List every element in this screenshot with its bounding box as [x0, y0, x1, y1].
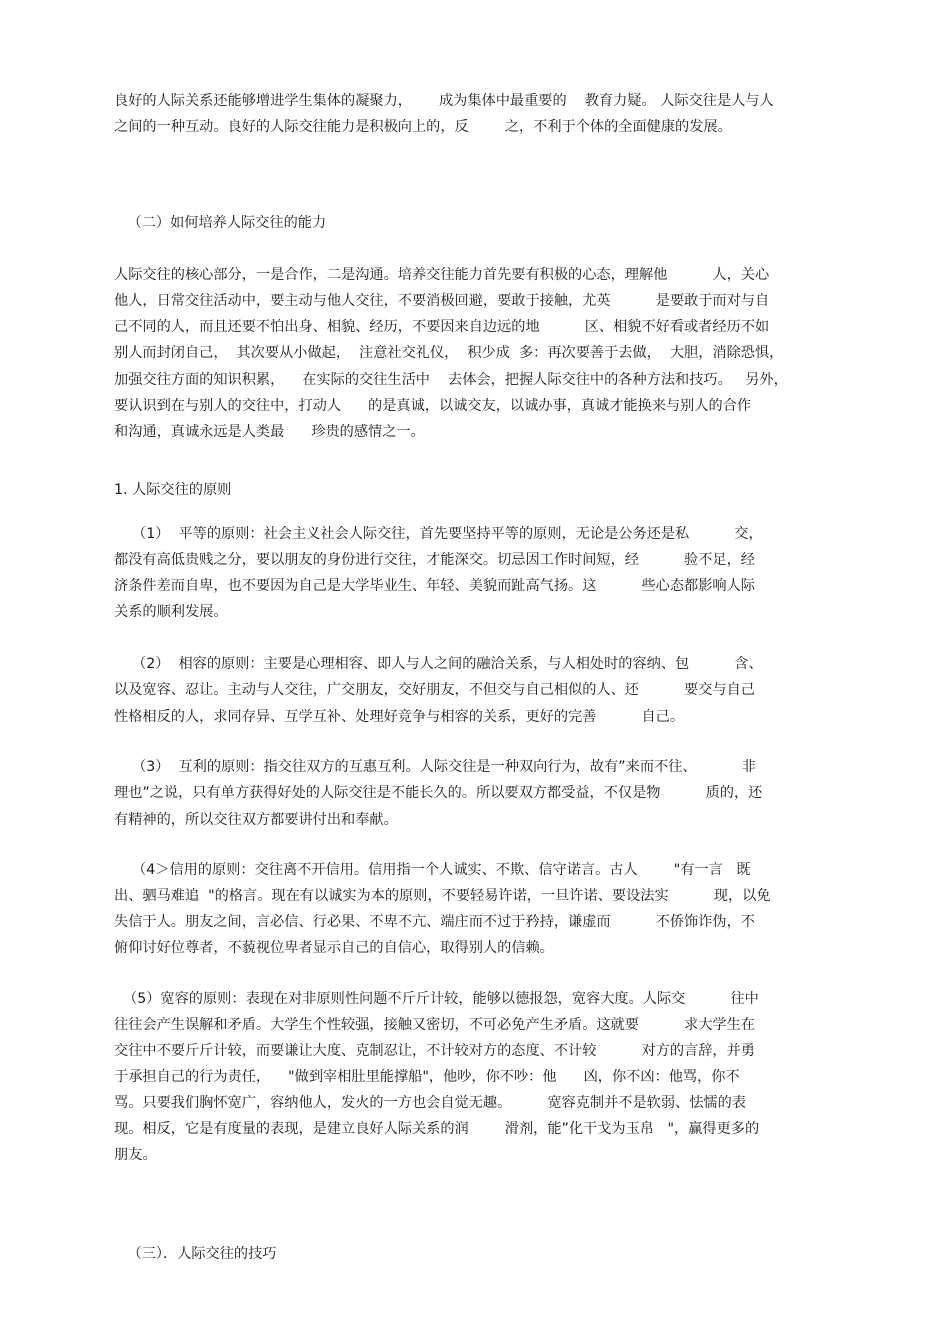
text-line: 俯仰讨好位尊者，不藐视位卑者显示自己的自信心，取得别人的信赖。 — [114, 940, 554, 956]
text-line: 性格相反的人，求同存异、互学互补、处理好竞争与相容的关系，更好的完善 自己。 — [114, 709, 685, 725]
text-line: 失信于人。朋友之间，言必信、行必果、不卑不亢、端庄而不过于矜持，谦虚而 不侨饰诈伪，不 — [114, 914, 755, 930]
text-line: 有精神的，所以交往双方都要讲付出和奉献。 — [114, 812, 398, 828]
text-line: 己不同的人，而且还要不怕出身、相貌、经历，不要因来自边远的地 区、相貌不好看或者经历不如 — [114, 319, 770, 335]
text-line: （3） 互利的原则：指交往双方的互惠互利。人际交往是一种双向行为，故有”来而不往、 非 — [114, 759, 756, 775]
text-line: 别人而封闭自己， 其次要从小做起， 注意社交礼仪， 积少成 多：再次要善于去做， 大胆，消除恐惧， — [114, 345, 784, 361]
text-line: 加强交往方面的知识积累， 在实际的交往生活中 去体会，把握人际交往中的各种方法和技巧。 另外， — [114, 372, 788, 388]
text-line: 要认识到在与别人的交往中，打动人 的是真诚，以诚交友，以诚办事，真诚才能换来与别人的合作 — [114, 398, 752, 414]
text-line: 良好的人际关系还能够增进学生集体的凝聚力， 成为集体中最重要的 教育力疑。 人际交往是人与人 — [114, 93, 774, 109]
text-line: （2） 相容的原则：主要是心理相容、即人与人之间的融洽关系，与人相处时的容纳、包 含、 — [114, 656, 763, 672]
text-line: 他人，日常交往活动中，要主动与他人交往，不要消极回避，要敢于接触，尤英 是要敢于而对与自 — [114, 293, 770, 309]
text-line: 都没有高低贵贱之分，要以朋友的身份进行交往，才能深交。切忌因工作时间短，经 验不足，经 — [114, 552, 755, 568]
text-line: 往往会产生误解和矛盾。大学生个性较强，接触又密切，不可必免产生矛盾。这就要 求大学生在 — [114, 1017, 755, 1033]
text-line: 以及宽容、忍让。主动与人交往，广交朋友，交好朋友，不但交与自己相似的人、还 要交与自己 — [114, 682, 755, 698]
text-line: 现。相反，它是有度量的表现，是建立良好人际关系的润 滑剂，能”化干戈为玉帛 "，赢得更多的 — [114, 1121, 760, 1137]
text-line: 济条件差而自卑，也不要因为自己是大学毕业生、年轻、美貌而趾高气扬。这 些心态都影响人际 — [114, 578, 755, 594]
text-line: 人际交往的核心部分，一是合作，二是沟通。培养交往能力首先要有积极的心态，理解他 人，关心 — [114, 267, 770, 283]
text-line: 关系的顺利发展。 — [114, 604, 228, 620]
text-line: 和沟通，真诚永远是人类最 珍贵的感情之一。 — [114, 424, 425, 440]
text-line: 于承担自己的行为责任， "做到宰相肚里能撑船"，他吵，你不吵：他 凶，你不凶：他骂，你不 — [114, 1069, 740, 1085]
subsection-heading: 1. 人际交往的原则 — [114, 482, 232, 498]
text-line: （1） 平等的原则：社会主义社会人际交往，首先要坚持平等的原则，无论是公务还是私 交， — [114, 526, 763, 542]
text-line: 骂。只要我们胸怀宽广，容纳他人，发火的一方也会自觉无趣。 宽容克制并不是软弱、怯懦的表 — [114, 1095, 746, 1111]
section-heading: （三）．人际交往的技巧 — [114, 1246, 277, 1262]
text-line: 交往中不要斤斤计较，而要谦让大度、克制忍让，不计较对方的态度、不计较 对方的言辞，并勇 — [114, 1043, 755, 1059]
text-line: 之间的一种互动。良好的人际交往能力是积极向上的，反 之，不利于个体的全面健康的发展。 — [114, 119, 732, 135]
text-line: 理也”之说，只有单方获得好处的人际交往是不能长久的。所以要双方都受益，不仅是物 质的，还 — [114, 785, 763, 801]
text-line: （4＞信用的原则：交往离不开信用。信用指一个人诚实、不欺、信守诺言。古人 "有一言 既 — [114, 862, 751, 878]
text-line: 出、驷马难追 "的格言。现在有以诚实为本的原则，不要轻易许诺，一旦许诺、要设法实 现，以免 — [114, 888, 771, 904]
text-line: （5）宽容的原则：表现在对非原则性问题不斤斤计较，能够以德报怨，宽容大度。人际交 往中 — [114, 991, 759, 1007]
text-line: 朋友。 — [114, 1147, 157, 1163]
section-heading: （二）如何培养人际交往的能力 — [114, 215, 327, 231]
